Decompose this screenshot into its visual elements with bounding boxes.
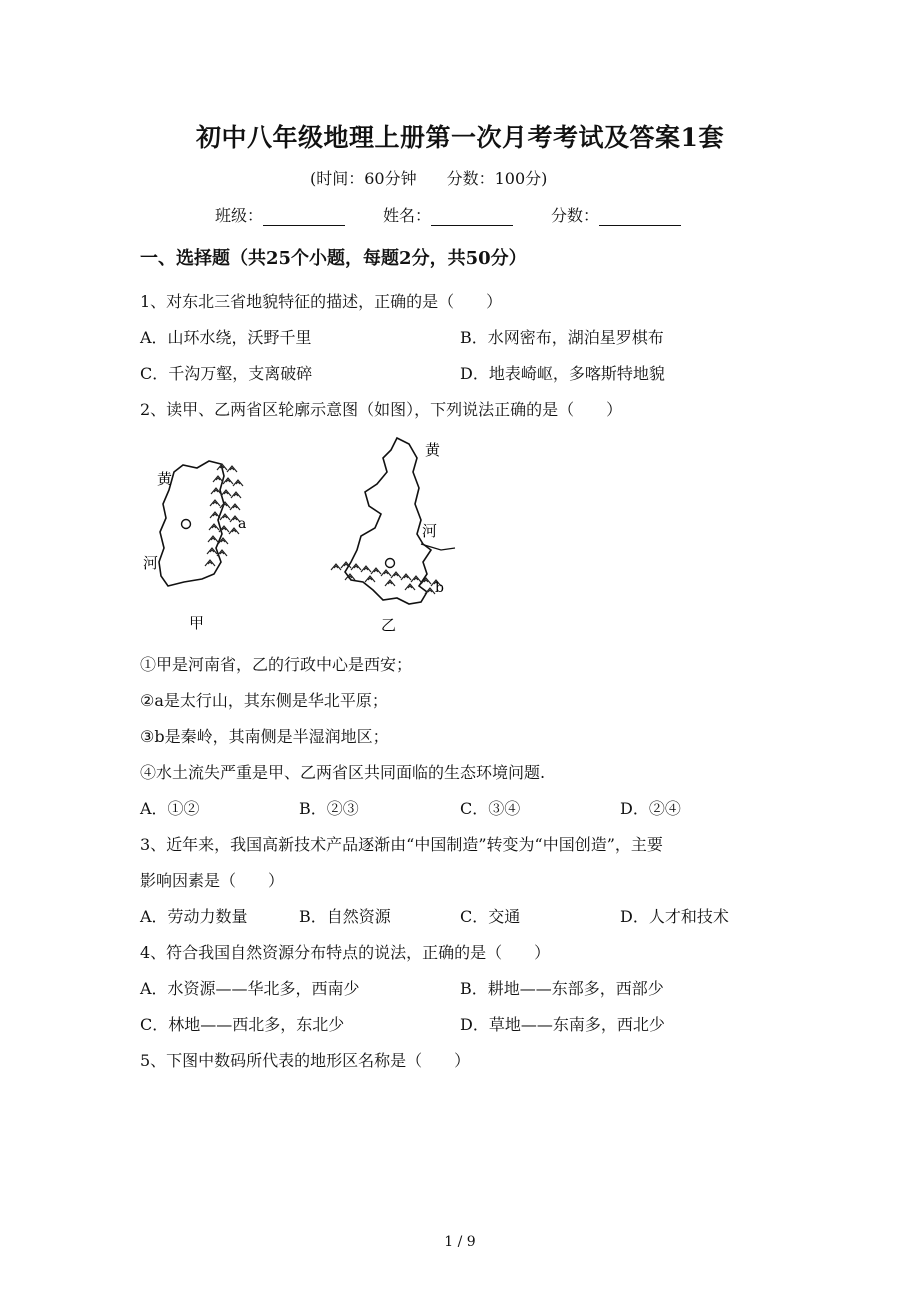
jia-river-label-top: 黄 — [157, 470, 173, 488]
q5-stem: 5、下图中数码所代表的地形区名称是（ ） — [140, 1051, 471, 1070]
capital-marker-jia — [182, 520, 191, 529]
section-heading: 一、选择题（共25个小题，每题2分，共50分） — [140, 248, 527, 269]
q2-statement-2: ②a是太行山，其东侧是华北平原； — [140, 691, 388, 710]
q4-option-c: C．林地——西北多，东北少 — [140, 1015, 345, 1034]
q1-stem: 1、对东北三省地貌特征的描述，正确的是（ ） — [140, 292, 503, 311]
page-number: 1 / 9 — [444, 1234, 476, 1250]
q2-statement-3: ③b是秦岭，其南侧是半湿润地区； — [140, 727, 389, 746]
student-info-fields — [215, 203, 719, 226]
q2-option-a: A．①② — [140, 799, 200, 818]
jia-caption: 甲 — [189, 614, 205, 632]
exam-total-score: 分数：100分) — [446, 169, 548, 188]
jia-river-label-bottom: 河 — [143, 554, 159, 572]
name-label: 姓名： — [383, 206, 432, 225]
province-outline-map — [125, 430, 485, 635]
mountain-a-symbols — [205, 464, 243, 566]
mountain-a-label: a — [238, 516, 247, 532]
score-label: 分数： — [551, 206, 600, 225]
q2-statement-4: ④水土流失严重是甲、乙两省区共同面临的生态环境问题. — [140, 763, 546, 782]
class-field[interactable] — [215, 203, 345, 226]
class-label: 班级： — [215, 206, 264, 225]
yi-caption: 乙 — [381, 616, 397, 634]
q4-option-b: B．耕地——东部多，西部少 — [460, 979, 664, 998]
q3-option-a: A．劳动力数量 — [140, 907, 248, 926]
q2-statement-1: ①甲是河南省，乙的行政中心是西安； — [140, 655, 413, 674]
capital-marker-yi — [386, 559, 395, 568]
q3-option-c: C．交通 — [460, 907, 521, 926]
mountain-b-label: b — [435, 580, 444, 596]
yi-river-label-top: 黄 — [425, 441, 441, 459]
q3-option-b: B．自然资源 — [299, 907, 391, 926]
q2-stem: 2、读甲、乙两省区轮廓示意图（如图），下列说法正确的是（ ） — [140, 400, 623, 419]
exam-meta — [310, 166, 547, 189]
name-field[interactable] — [383, 203, 513, 226]
q3-stem-line2: 影响因素是（ ） — [140, 871, 285, 890]
q3-option-d: D．人才和技术 — [620, 907, 729, 926]
q4-option-d: D．草地——东南多，西北少 — [460, 1015, 665, 1034]
score-blank[interactable] — [599, 207, 681, 226]
q1-option-c: C．千沟万壑，支离破碎 — [140, 364, 313, 383]
exam-time: (时间：60分钟 — [310, 169, 417, 188]
q1-option-b: B．水网密布，湖泊星罗棋布 — [460, 328, 664, 347]
q1-option-d: D．地表崎岖，多喀斯特地貌 — [460, 364, 665, 383]
q2-option-c: C．③④ — [460, 799, 521, 818]
class-blank[interactable] — [263, 207, 345, 226]
q4-option-a: A．水资源——华北多，西南少 — [140, 979, 360, 998]
name-blank[interactable] — [431, 207, 513, 226]
q4-stem: 4、符合我国自然资源分布特点的说法，正确的是（ ） — [140, 943, 551, 962]
page-title: 初中八年级地理上册第一次月考考试及答案1套 — [196, 123, 724, 152]
yi-river-label-bottom: 河 — [422, 522, 438, 540]
q3-stem-line1: 3、近年来，我国高新技术产品逐渐由“中国制造”转变为“中国创造”，主要 — [140, 835, 663, 854]
q2-option-d: D．②④ — [620, 799, 681, 818]
q1-option-a: A．山环水绕，沃野千里 — [140, 328, 312, 347]
score-field[interactable] — [551, 203, 681, 226]
q2-option-b: B．②③ — [299, 799, 359, 818]
